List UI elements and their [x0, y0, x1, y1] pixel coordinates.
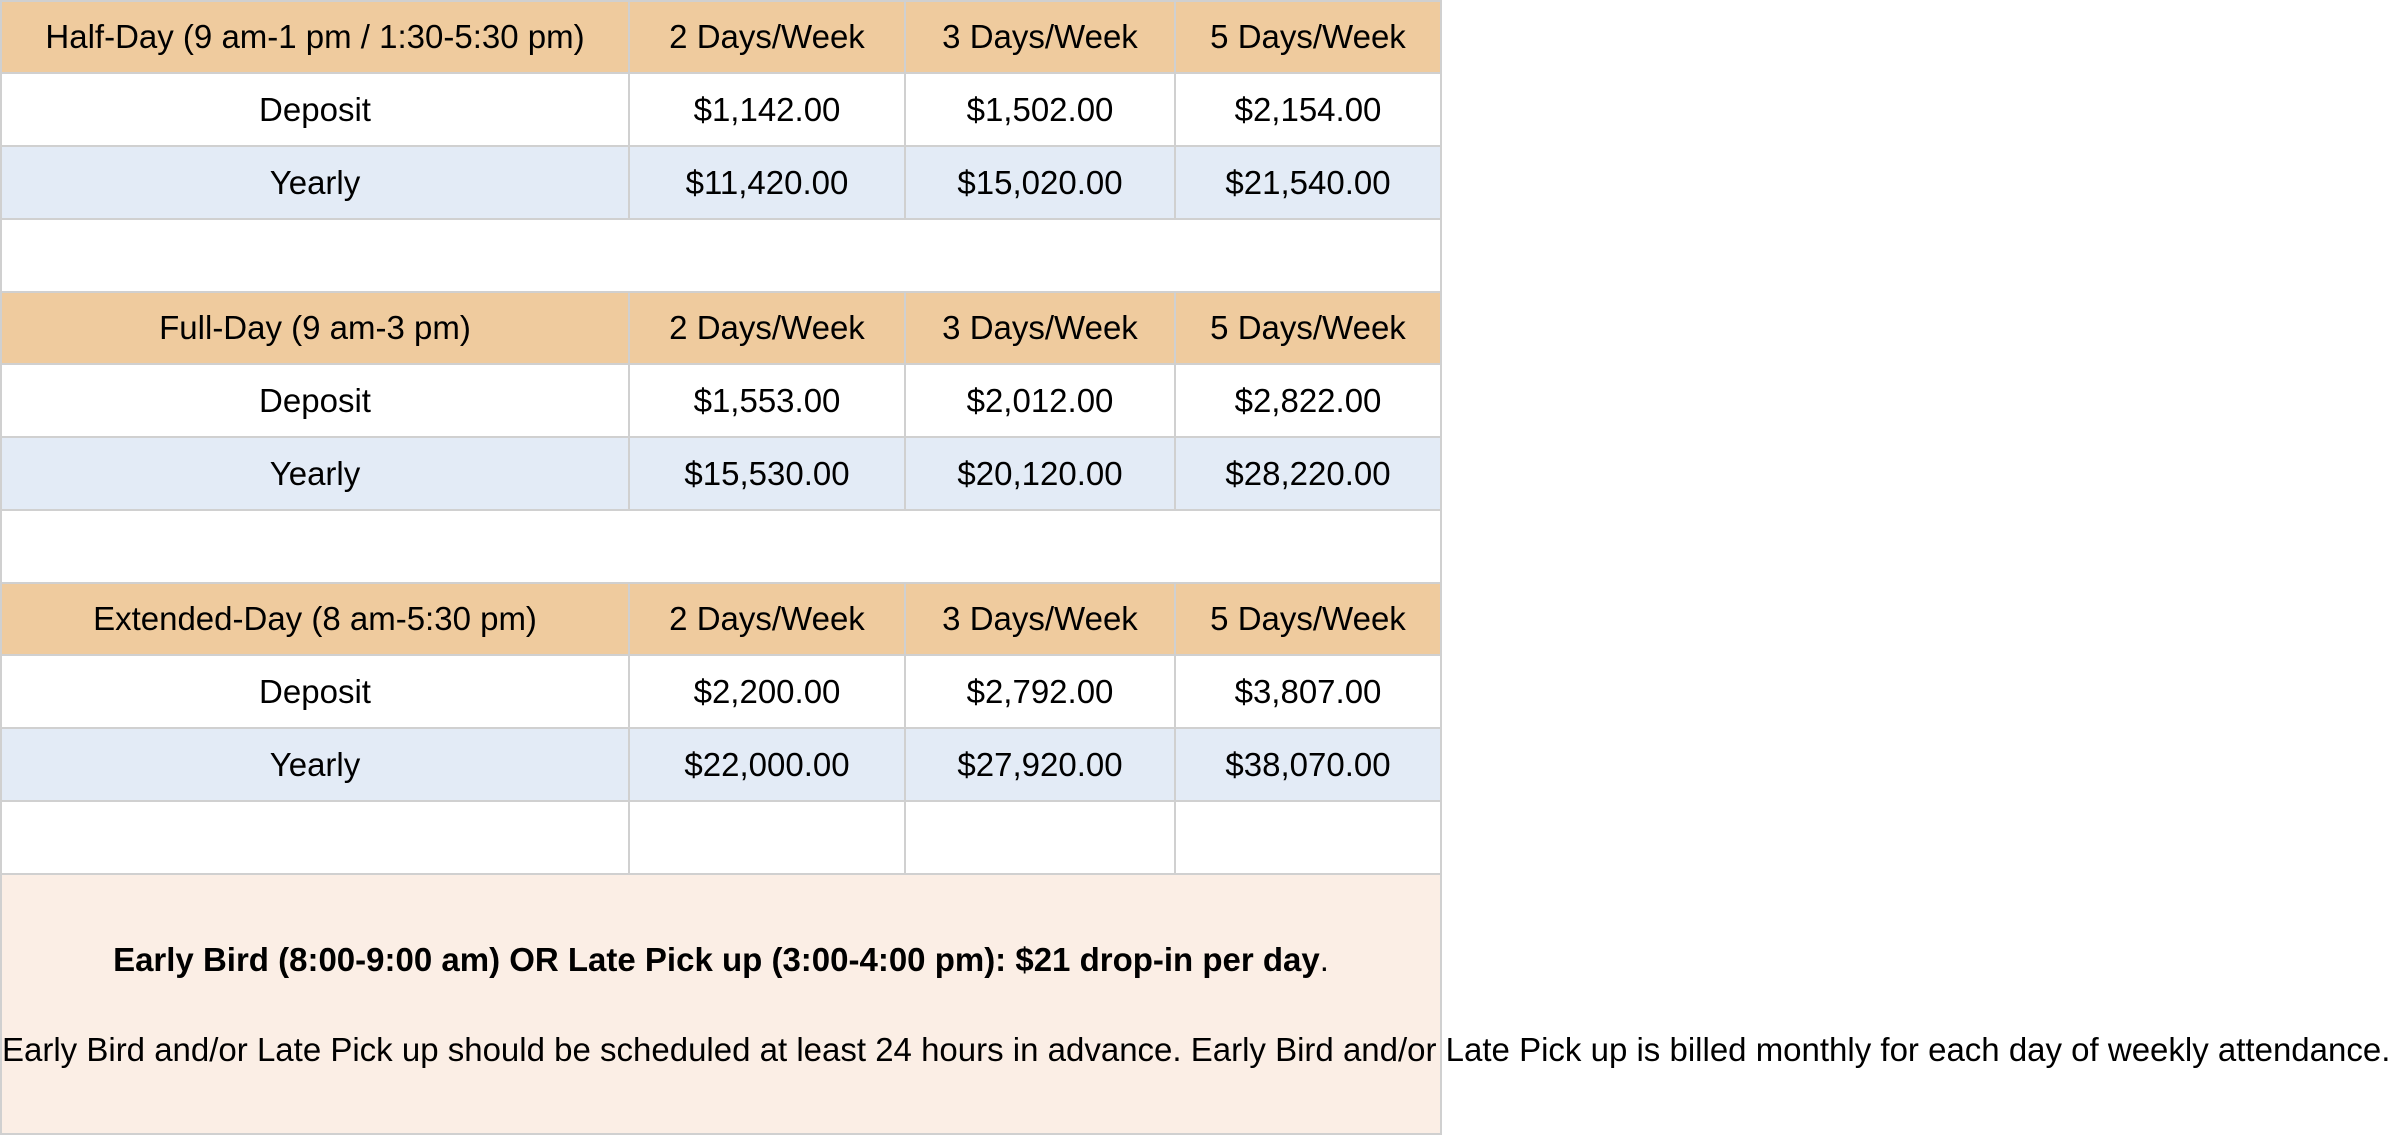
column-header: 5 Days/Week [1175, 1, 1441, 73]
section-title: Full-Day (9 am-3 pm) [1, 292, 629, 364]
notes-detail: Early Bird and/or Late Pick up should be scheduled at least 24 hours in advance. Early Bird and/or Late Pick up is billed monthly for each day of weekly attendance. [2, 1030, 2390, 1068]
column-header: 3 Days/Week [905, 1, 1175, 73]
row-label: Yearly [1, 437, 629, 510]
price-cell: $28,220.00 [1175, 437, 1441, 510]
row-label: Yearly [1, 146, 629, 219]
extended-day-header-row [1, 583, 1441, 655]
price-cell: $3,807.00 [1175, 655, 1441, 728]
section-title: Half-Day (9 am-1 pm / 1:30-5:30 pm) [1, 1, 629, 73]
full-day-yearly-row [1, 437, 1441, 510]
price-cell: $1,142.00 [629, 73, 905, 146]
spacer-cell [629, 801, 905, 874]
spacer-cell [1175, 801, 1441, 874]
notes-cell [1, 874, 2390, 1134]
notes-headline-bold: Early Bird (8:00-9:00 am) OR Late Pick up (3:00-4:00 pm): $21 drop-in per day [113, 940, 1320, 978]
spacer-row [1, 219, 1441, 292]
price-cell: $15,020.00 [905, 146, 1175, 219]
price-cell: $38,070.00 [1175, 728, 1441, 801]
column-header: 3 Days/Week [905, 292, 1175, 364]
price-cell: $20,120.00 [905, 437, 1175, 510]
full-day-header-row [1, 292, 1441, 364]
column-header: 2 Days/Week [629, 292, 905, 364]
half-day-yearly-row [1, 146, 1441, 219]
column-header: 3 Days/Week [905, 583, 1175, 655]
price-cell: $15,530.00 [629, 437, 905, 510]
price-cell: $2,822.00 [1175, 364, 1441, 437]
price-cell: $22,000.00 [629, 728, 905, 801]
extended-day-yearly-row [1, 728, 1441, 801]
price-cell: $2,792.00 [905, 655, 1175, 728]
half-day-header-row [1, 1, 1441, 73]
column-header: 5 Days/Week [1175, 292, 1441, 364]
price-cell: $2,154.00 [1175, 73, 1441, 146]
row-label: Deposit [1, 655, 629, 728]
column-header: 2 Days/Week [629, 583, 905, 655]
full-day-deposit-row [1, 364, 1441, 437]
half-day-deposit-row [1, 73, 1441, 146]
column-header: 5 Days/Week [1175, 583, 1441, 655]
price-cell: $11,420.00 [629, 146, 905, 219]
spacer-row [1, 510, 1441, 583]
price-cell: $21,540.00 [1175, 146, 1441, 219]
price-cell: $2,012.00 [905, 364, 1175, 437]
notes-headline [2, 937, 1440, 982]
section-title: Extended-Day (8 am-5:30 pm) [1, 583, 629, 655]
price-cell: $2,200.00 [629, 655, 905, 728]
price-cell: $1,553.00 [629, 364, 905, 437]
spacer-cell [1, 510, 1441, 583]
extended-day-deposit-row [1, 655, 1441, 728]
price-cell: $27,920.00 [905, 728, 1175, 801]
row-label: Deposit [1, 73, 629, 146]
spacer-cell [1, 219, 1441, 292]
notes-headline-period: . [1319, 940, 1329, 978]
row-label: Deposit [1, 364, 629, 437]
price-cell: $1,502.00 [905, 73, 1175, 146]
spacer-cell [1, 801, 629, 874]
spacer-cell [905, 801, 1175, 874]
column-header: 2 Days/Week [629, 1, 905, 73]
notes-row [1, 874, 1441, 1134]
spacer-row [1, 801, 1441, 874]
row-label: Yearly [1, 728, 629, 801]
